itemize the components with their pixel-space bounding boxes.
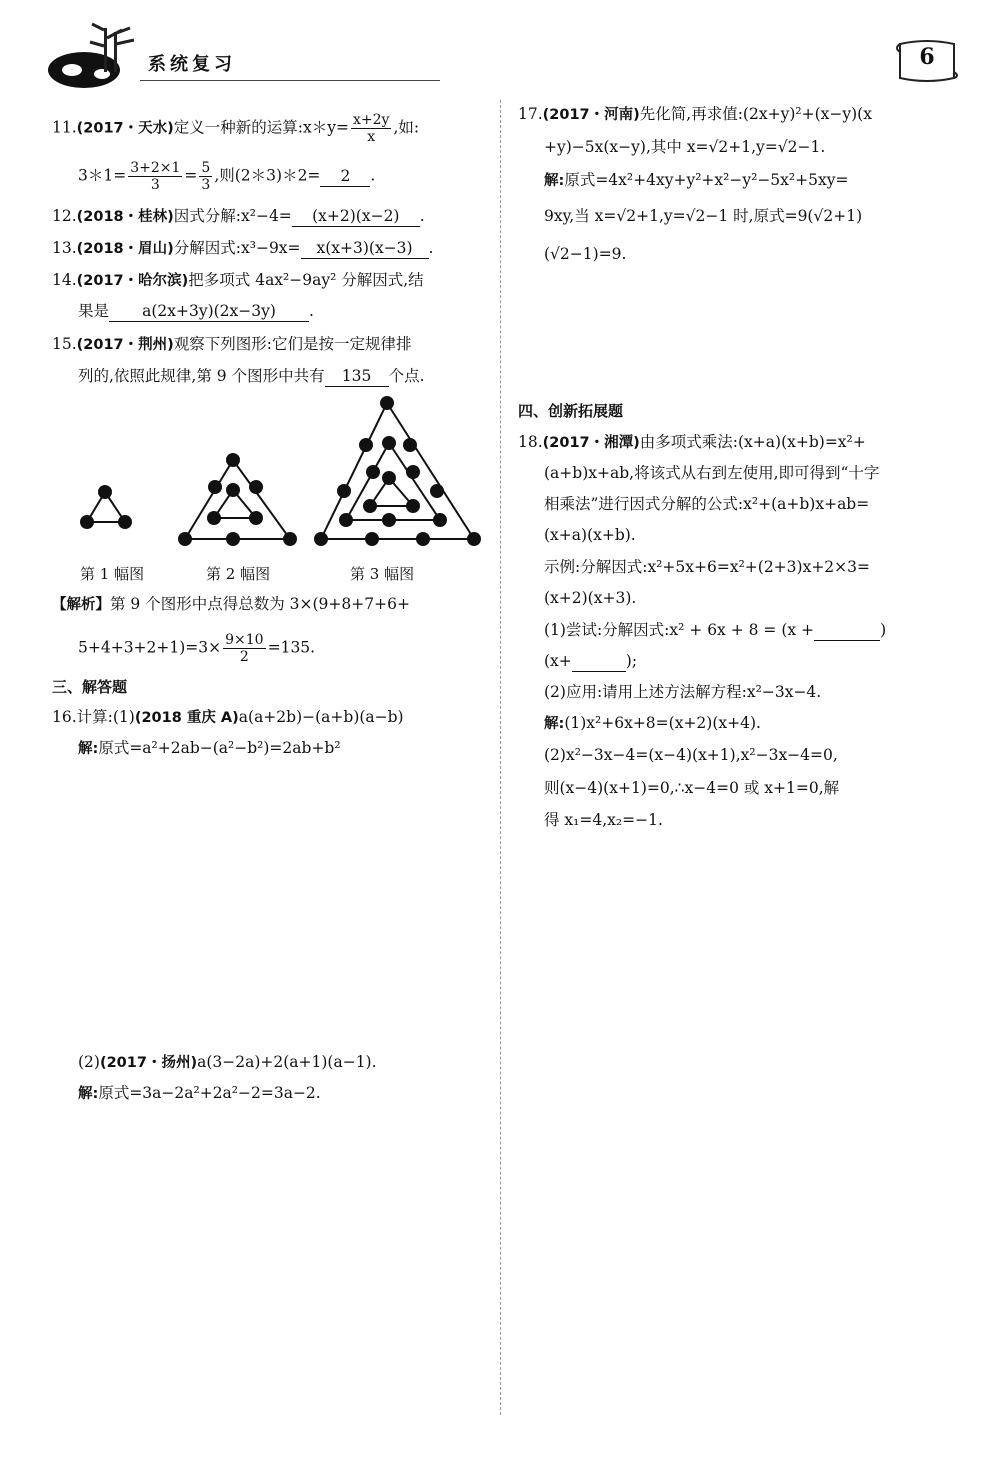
q16-solution1: 解:原式=a²+2ab−(a²−b²)=2ab+b² — [78, 739, 341, 757]
q15-line2: 列的,依照此规律,第 9 个图形中共有 135 个点. — [78, 367, 425, 385]
dot-triangle-figures — [76, 394, 486, 554]
header-rule — [140, 80, 440, 81]
q18-line9: (2)应用:请用上述方法解方程:x²−3x−4. — [544, 683, 822, 701]
q18-line2: (a+b)x+ab,将该式从右到左使用,即可得到“十字 — [544, 464, 880, 482]
q15-analysis-line1: 【解析】第 9 个图形中点得总数为 3×(9+8+7+6+ — [52, 595, 410, 613]
figure-3 — [315, 397, 480, 545]
q17-line1: 17.(2017・河南)先化简,再求值:(2x+y)²+(x−y)(x — [518, 105, 872, 123]
column-divider — [500, 100, 501, 1415]
fig3-label: 第 3 幅图 — [350, 565, 415, 583]
header-title: 系统复习 — [148, 54, 236, 75]
q14-line2: 果是 a(2x+3y)(2x−3y) . — [78, 302, 314, 320]
q16-line1: 16.计算:(1)(2018 重庆 A)a(a+2b)−(a+b)(a−b) — [52, 708, 404, 726]
q18-line7: (1)尝试:分解因式:x² + 6x + 8 = (x + ) — [544, 621, 887, 639]
section-4-title: 四、创新拓展题 — [518, 402, 624, 420]
q12-line: 12.(2018・桂林)因式分解:x²−4= (x+2)(x−2) . — [52, 207, 425, 225]
fig1-label: 第 1 幅图 — [80, 565, 145, 583]
q17-solution-line3: (√2−1)=9. — [544, 245, 627, 263]
q14-line1: 14.(2017・哈尔滨)把多项式 4ax²−9ay² 分解因式,结 — [52, 271, 424, 289]
q18-line1: 18.(2017・湘潭)由多项式乘法:(x+a)(x+b)=x²+ — [518, 433, 866, 451]
q12-answer: (x+2)(x−2) — [292, 206, 420, 227]
q18-line6: (x+2)(x+3). — [544, 589, 637, 607]
q18-solution-line4: 得 x₁=4,x₂=−1. — [544, 811, 663, 829]
yin-yang-bamboo-logo — [44, 18, 144, 98]
q16-part2: (2)(2017・扬州)a(3−2a)+2(a+1)(a−1). — [78, 1053, 377, 1071]
q11-line1: 11.(2017・天水)定义一种新的运算:x＊y= $\frac{x+2y}{x}$ ,如: — [52, 112, 420, 145]
q15-answer: 135 — [325, 366, 389, 387]
q17-solution-line1: 解:原式=4x²+4xy+y²+x²−y²−5x²+5xy= — [544, 171, 849, 189]
section-3-title: 三、解答题 — [52, 678, 128, 696]
figure-1 — [81, 486, 131, 528]
q18-blank-2 — [572, 651, 626, 672]
q18-line3: 相乘法”进行因式分解的公式:x²+(a+b)x+ab= — [544, 495, 870, 513]
q18-line4: (x+a)(x+b). — [544, 526, 636, 544]
q15-analysis-line2: 5+4+3+2+1)=3× $\frac{9\times 10}{2}$ =135. — [78, 632, 316, 665]
q13-line: 13.(2018・眉山)分解因式:x³−9x= x(x+3)(x−3) . — [52, 239, 434, 257]
q14-answer: a(2x+3y)(2x−3y) — [109, 301, 309, 322]
q17-solution-line2: 9xy,当 x=√2+1,y=√2−1 时,原式=9(√2+1) — [544, 207, 863, 225]
q16-solution2: 解:原式=3a−2a²+2a²−2=3a−2. — [78, 1084, 321, 1102]
q11-line2: 3＊1= $\frac{3+2\times 1}{3}$ = $\frac{5}{3}$ ,则(2＊3)＊2= 2 . — [78, 160, 376, 193]
q13-answer: x(x+3)(x−3) — [301, 238, 429, 259]
q18-line8: (x+ ); — [544, 652, 638, 670]
fig2-label: 第 2 幅图 — [206, 565, 271, 583]
q18-solution-line3: 则(x−4)(x+1)=0,∴x−4=0 或 x+1=0,解 — [544, 779, 840, 797]
figure-2 — [179, 454, 296, 545]
q18-blank-1 — [814, 620, 880, 641]
q15-line1: 15.(2017・荆州)观察下列图形:它们是按一定规律排 — [52, 335, 412, 353]
q11-answer: 2 — [320, 166, 370, 187]
q18-solution-line1: 解:(1)x²+6x+8=(x+2)(x+4). — [544, 714, 761, 732]
q18-line5: 示例:分解因式:x²+5x+6=x²+(2+3)x+2×3= — [544, 558, 870, 576]
q17-line2: +y)−5x(x−y),其中 x=√2+1,y=√2−1. — [544, 138, 826, 156]
q18-solution-line2: (2)x²−3x−4=(x−4)(x+1),x²−3x−4=0, — [544, 746, 838, 764]
page-number: 6 — [919, 44, 935, 70]
